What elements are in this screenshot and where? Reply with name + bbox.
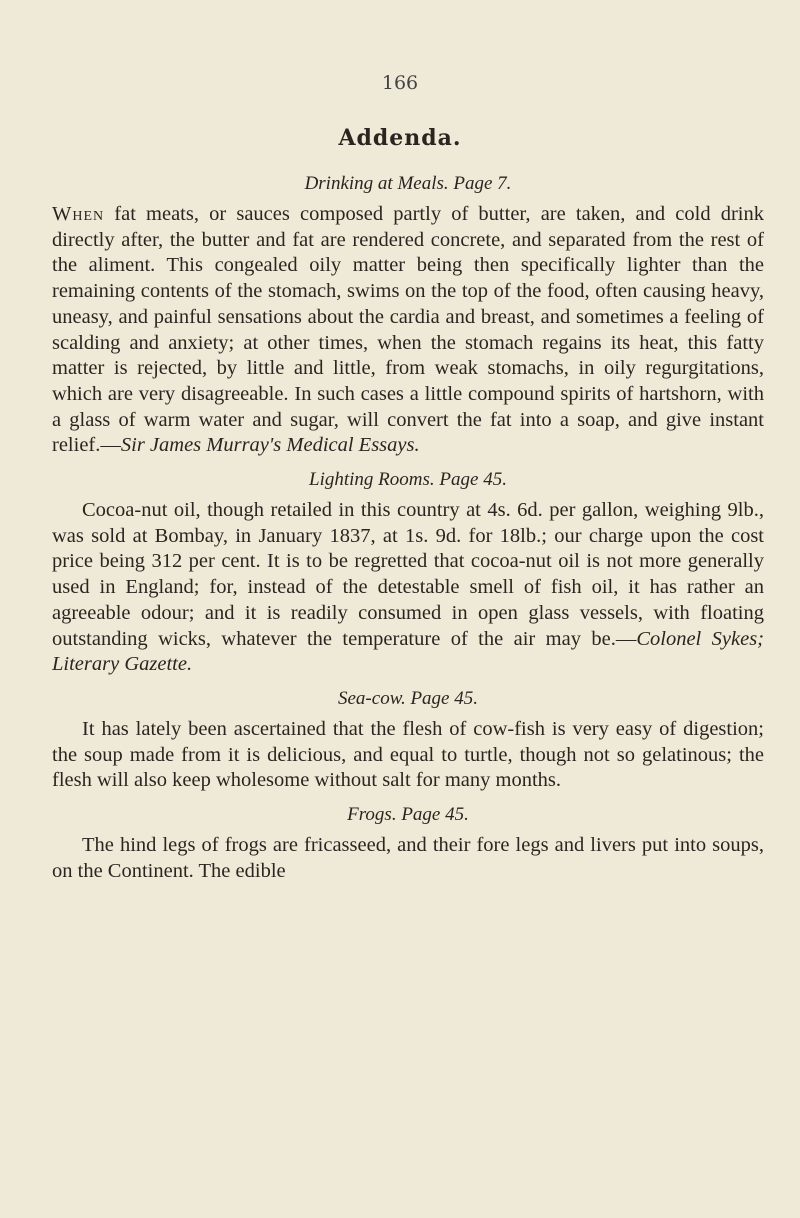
note-body — [52, 717, 764, 794]
note-text: Cocoa-nut oil, though retailed in this country at 4s. 6d. per gallon, weighing 9lb., was sold at Bombay, in January 1837, at 1s. 9d. for 18lb.; our charge upon the cost price being 312 per cent. It is to be regretted that cocoa-nut oil is not more generally used in England; for, instead of the detestable smell of fish oil, it has rather an agreeable odour; and it is readily consumed in open glass vessels, with floating outstanding wicks, whatever the temperature of the air may be.— — [52, 499, 764, 650]
note-body — [52, 202, 764, 459]
note-heading: Lighting Rooms. Page 45. — [309, 469, 507, 491]
note-heading: Drinking at Meals. Page 7. — [304, 173, 512, 194]
note-source: Colonel Sykes; Literary Gazette. — [52, 627, 764, 676]
note-text: It has lately been ascertained that the flesh of cow-fish is very easy of digestion; the soup made from it is delicious, and equal to turtle, though not so gelatinous; the flesh will also keep wholesome without salt for many months. — [52, 717, 764, 792]
note-lighting-rooms — [52, 466, 764, 678]
running-title: Addenda. — [338, 125, 462, 151]
page-number: 166 — [381, 72, 419, 94]
note-heading: Sea-cow. Page 45. — [338, 687, 478, 709]
note-text: fat meats, or sauces composed partly of butter, are taken, and cold drink directly after, the butter and fat are rendered concrete, and separated from the rest of the aliment. This congealed oily matter being then specifically lighter than the remaining contents of the stomach, swims on the top of the food, often causing heavy, uneasy, and painful sensations about the cardia and breast, and sometimes a feeling of scalding and anxiety; at other times, when the stomach regains its heat, this fatty matter is rejected, by little and little, from weak stomachs, in oily regurgitations, which are very disagreeable. In such cases a little compound spirits of hartshorn, with a glass of warm water and sugar, will convert the fat into a soap, and give instant relief.— — [52, 203, 764, 457]
page-content — [52, 170, 764, 891]
note-body — [52, 498, 764, 678]
lead-word: When — [52, 203, 105, 225]
note-heading: Frogs. Page 45. — [347, 804, 469, 826]
note-frogs — [52, 801, 764, 884]
note-body — [52, 833, 764, 884]
note-source: Sir James Murray's Medical Essays. — [120, 434, 420, 457]
note-drinking-at-meals — [52, 170, 764, 459]
note-text: The hind legs of frogs are fricasseed, and their fore legs and livers put into soups, on the Continent. The edible — [52, 834, 764, 882]
note-sea-cow — [52, 685, 764, 794]
